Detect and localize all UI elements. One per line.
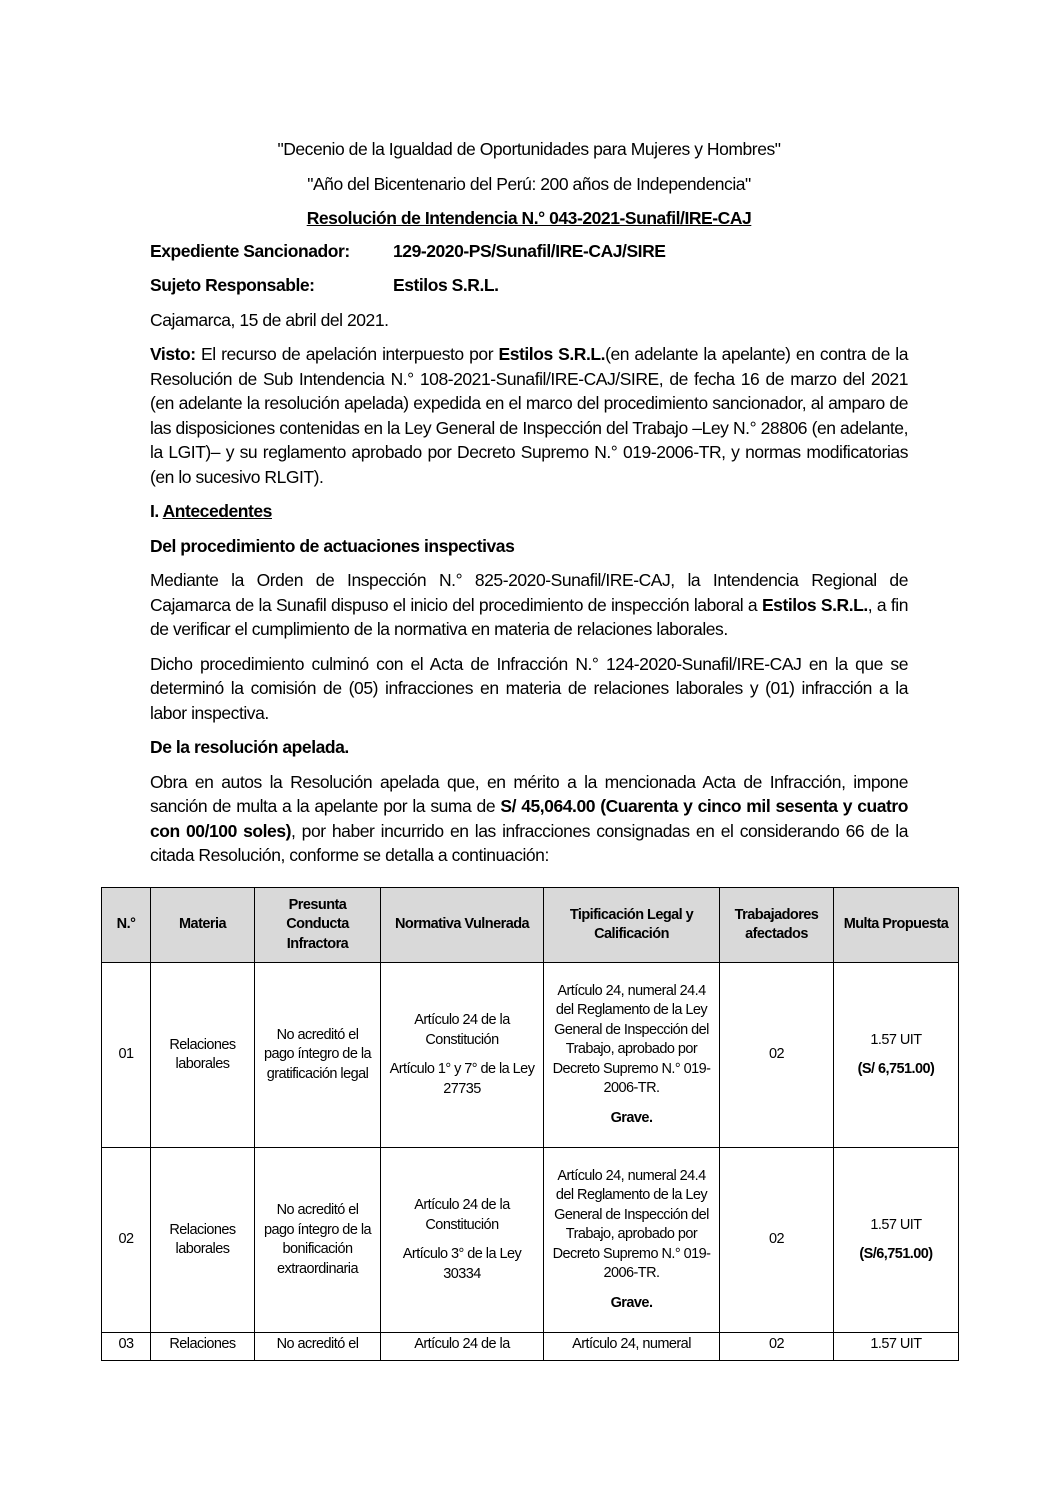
cell-conducta: No acreditó el [255, 1333, 381, 1361]
slogan-decenio: "Decenio de la Igualdad de Oportunidades para Mujeres y Hombres" [277, 139, 781, 159]
para3-amount: S/ 45,064.00 (Cuarenta y cinco mil sesenta y cuatro con 00/100 soles) [150, 796, 909, 841]
cell-normativa [381, 1148, 544, 1333]
table-row [102, 963, 959, 1148]
tipificacion-text: Artículo 24, numeral 24.4 del Reglamento de la Ley General de Inspección del Trabajo, aprobado por Decreto Supremo N.° 019-2006-TR. [552, 982, 711, 1097]
cell-materia: Relaciones [151, 1333, 255, 1361]
normativa-line-1: Artículo 24 de la Constitución [414, 1197, 510, 1233]
table-row [102, 1148, 959, 1333]
calificacion-text: Grave. [610, 1109, 653, 1126]
table-row [102, 1333, 959, 1361]
section-number: I. [150, 501, 163, 521]
col-header-trabajadores: Trabajadores afectados [720, 888, 834, 963]
para1-company: Estilos S.R.L. [761, 594, 868, 615]
section-antecedentes [150, 499, 908, 524]
expediente-label: Expediente Sancionador: [150, 240, 350, 261]
col-header-normativa: Normativa Vulnerada [381, 888, 544, 963]
cell-tipificacion [544, 1148, 720, 1333]
section-title: Antecedentes [162, 501, 272, 521]
cell-materia: Relaciones laborales [151, 963, 255, 1148]
cell-trabajadores: 02 [720, 1148, 834, 1333]
col-header-tipificacion: Tipificación Legal y Calificación [544, 888, 720, 963]
sujeto-label: Sujeto Responsable: [150, 275, 315, 295]
normativa-line-2: Artículo 3° de la Ley 30334 [402, 1246, 522, 1282]
document-body [150, 137, 908, 878]
visto-label: Visto: [150, 344, 196, 364]
col-header-multa: Multa Propuesta [834, 888, 959, 963]
multa-uit: 1.57 UIT [870, 1216, 922, 1233]
normativa-line-1: Artículo 24 de la Constitución [414, 1012, 510, 1048]
paragraph-multa [150, 770, 908, 868]
cell-num: 03 [102, 1333, 151, 1361]
multa-soles: (S/6,751.00) [859, 1246, 933, 1262]
expediente-value: 129-2020-PS/Sunafil/IRE-CAJ/SIRE [393, 240, 666, 261]
para3-text-2: , por haber incurrido en las infracciones consignadas en el considerando 66 de la citada Resolución, conforme se detalla a continuación: [150, 820, 909, 865]
tipificacion-text: Artículo 24, numeral 24.4 del Reglamento de la Ley General de Inspección del Trabajo, aprobado por Decreto Supremo N.° 019-2006-TR. [552, 1167, 711, 1282]
cell-materia: Relaciones laborales [151, 1148, 255, 1333]
para3-text-1: Obra en autos la Resolución apelada que, en mérito a la mencionada Acta de Infracción, impone sanción de multa a la apelante por la suma de [150, 771, 908, 816]
cell-multa: 1.57 UIT [834, 1333, 959, 1361]
normativa-line-2: Artículo 1° y 7° de la Ley 27735 [389, 1061, 535, 1097]
infractions-table [101, 887, 959, 1361]
table-header-row [102, 888, 959, 963]
visto-paragraph [150, 342, 908, 489]
cell-normativa [381, 963, 544, 1148]
cell-conducta: No acreditó el pago íntegro de la bonificación extraordinaria [255, 1148, 381, 1333]
paragraph-acta-infraccion: Dicho procedimiento culminó con el Acta de Infracción N.° 124-2020-Sunafil/IRE-CAJ en la que se determinó la comisión de (05) infracciones en materia de relaciones laborales y (01) infracción a la labor inspectiva. [150, 653, 908, 723]
cell-tipificacion [544, 963, 720, 1148]
sujeto-row [150, 273, 908, 298]
cell-multa [834, 963, 959, 1148]
paragraph-orden-inspeccion [150, 568, 908, 642]
cell-conducta: No acreditó el pago íntegro de la gratificación legal [255, 963, 381, 1148]
para1-text-2: , a fin de verificar el cumplimiento de la normativa en materia de relaciones laborales. [150, 594, 909, 639]
resolution-title: Resolución de Intendencia N.° 043-2021-Sunafil/IRE-CAJ [306, 208, 752, 228]
calificacion-text: Grave. [610, 1294, 653, 1311]
visto-text-1: El recurso de apelación interpuesto por [195, 344, 499, 364]
para1-text-1: Mediante la Orden de Inspección N.° 825-2020-Sunafil/IRE-CAJ, la Intendencia Regional de Cajamarca de la Sunafil dispuso el inicio del procedimiento de inspección laboral a [150, 570, 908, 615]
multa-soles: (S/ 6,751.00) [857, 1061, 935, 1077]
cell-num: 02 [102, 1148, 151, 1333]
visto-text-2: (en adelante la apelante) en contra de la Resolución de Sub Intendencia N.° 108-2021-Sunafil/IRE-CAJ/SIRE, de fecha 16 de marzo del 2021 (en adelante la resolución apelada) expedida en el marco del procedimiento sancionador, al amparo de las disposiciones contenidas en la Ley General de Inspección del Trabajo –Ley N.° 28806 (en adelante, la LGIT)– y su reglamento aprobado por Decreto Supremo N.° 019-2006-TR, y normas modificatorias (en lo sucesivo RLGIT). [150, 344, 909, 487]
cell-num: 01 [102, 963, 151, 1148]
cell-tipificacion: Artículo 24, numeral [544, 1333, 720, 1361]
sujeto-value: Estilos S.R.L. [393, 275, 499, 295]
col-header-materia: Materia [151, 888, 255, 963]
multa-uit: 1.57 UIT [870, 1031, 922, 1048]
slogan-bicentenario: "Año del Bicentenario del Perú: 200 años de Independencia" [307, 173, 751, 194]
subheading-resolucion-apelada: De la resolución apelada. [150, 737, 349, 757]
expediente-row [150, 239, 908, 264]
place-date: Cajamarca, 15 de abril del 2021. [150, 309, 389, 330]
cell-trabajadores: 02 [720, 963, 834, 1148]
col-header-conducta: Presunta Conducta Infractora [255, 888, 381, 963]
visto-company: Estilos S.R.L. [498, 344, 606, 364]
col-header-num: N.° [102, 888, 151, 963]
cell-trabajadores: 02 [720, 1333, 834, 1361]
cell-normativa: Artículo 24 de la [381, 1333, 544, 1361]
subheading-actuaciones: Del procedimiento de actuaciones inspectivas [150, 535, 515, 556]
cell-multa [834, 1148, 959, 1333]
